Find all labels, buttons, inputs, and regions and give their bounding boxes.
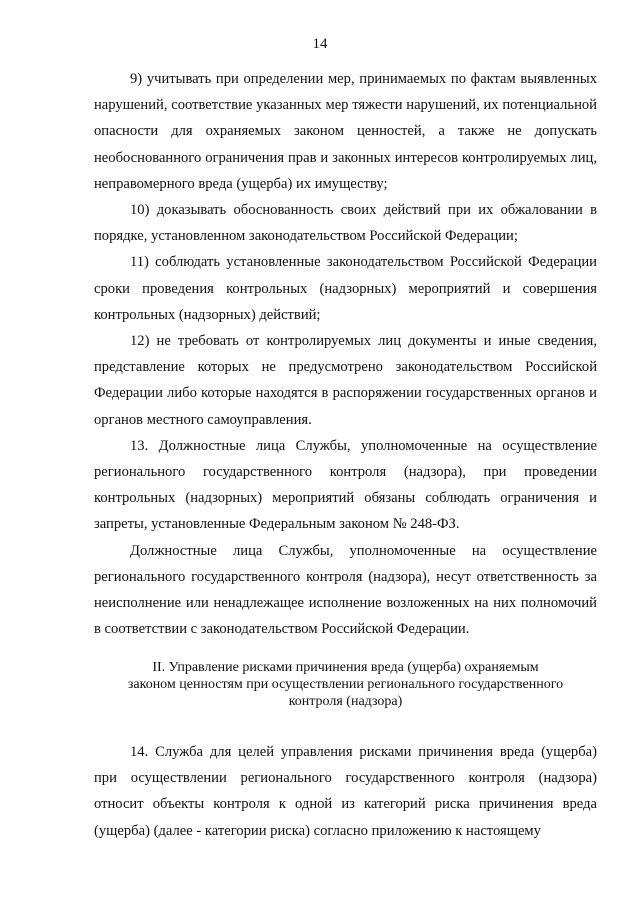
paragraph-officials-responsibility: Должностные лица Службы, уполномоченные на осуществление регионального государственного контроля (надзора), несут ответственность за неисполнение или ненадлежащее исполнение возложенных на них полномочий в соответствии с законодательством Российской Федерации. [94, 542, 597, 638]
section-heading-line-1: II. Управление рисками причинения вреда (ущерба) охраняемым [152, 660, 539, 675]
body-text-lower [94, 739, 597, 844]
paragraph-item-10: 10) доказывать обоснованность своих действий при их обжаловании в порядке, установленном законодательством Российской Федерации; [94, 202, 597, 245]
paragraph-clause-14: 14. Служба для целей управления рисками причинения вреда (ущерба) при осуществлении регионального государственного контроля (надзора) относит объекты контроля к одной из категорий риска причинения вреда (ущерба) (далее - категории риска) согласно приложению к настоящему [94, 744, 597, 839]
section-heading-line-2: законом ценностям при осуществлении регионального государственного [127, 677, 564, 692]
page-number: 14 [312, 36, 328, 52]
body-text-upper [94, 66, 597, 642]
section-heading-line-3: контроля (надзора) [288, 694, 403, 709]
paragraph-item-11: 11) соблюдать установленные законодательством Российской Федерации сроки проведения контрольных (надзорных) мероприятий и совершения контрольных (надзорных) действий; [94, 254, 597, 323]
paragraph-item-9: 9) учитывать при определении мер, принимаемых по фактам выявленных нарушений, соответствие указанных мер тяжести нарушений, их потенциальной опасности для охраняемых законом ценностей, а также не допускать необоснованного ограничения прав и законных интересов контролируемых лиц, неправомерного вреда (ущерба) их имуществу; [94, 71, 597, 192]
paragraph-clause-13: 13. Должностные лица Службы, уполномоченные на осуществление регионального государственного контроля (надзора), при проведении контрольных (надзорных) мероприятий обязаны соблюдать ограничения и запреты, установленные Федеральным законом № 248-ФЗ. [94, 437, 597, 533]
paragraph-item-12: 12) не требовать от контролируемых лиц документы и иные сведения, представление которых не предусмотрено законодательством Российской Федерации либо которые находятся в распоряжении государственных органов и органов местного самоуправления. [94, 333, 597, 428]
section-heading [94, 659, 597, 710]
